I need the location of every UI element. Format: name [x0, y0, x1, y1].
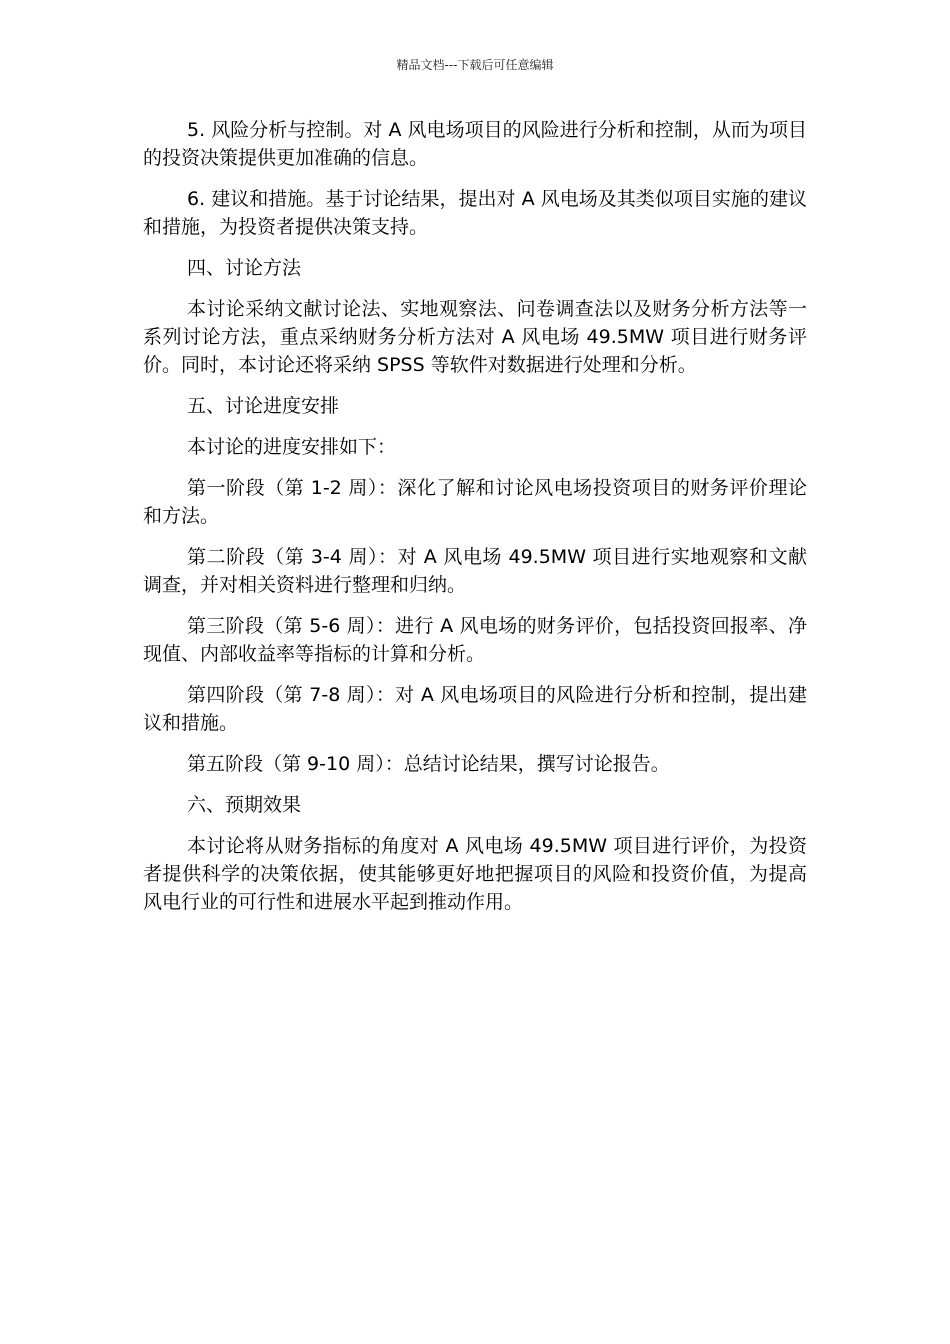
- paragraph-suggestions: 6. 建议和措施。基于讨论结果，提出对 A 风电场及其类似项目实施的建议和措施，为投资者提供决策支持。: [143, 188, 807, 238]
- heading-schedule: 五、讨论进度安排: [187, 395, 340, 417]
- paragraph-expected-results: 本讨论将从财务指标的角度对 A 风电场 49.5MW 项目进行评价，为投资者提供科学的决策依据，使其能够更好地把握项目的风险和投资价值，为提高风电行业的可行性和进展水平起到推动作用。: [143, 835, 807, 913]
- paragraph-phase-3: 第三阶段（第 5-6 周）：进行 A 风电场的财务评价，包括投资回报率、净现值、内部收益率等指标的计算和分析。: [143, 615, 807, 665]
- heading-methods: 四、讨论方法: [187, 257, 302, 279]
- paragraph-methods: 本讨论采纳文献讨论法、实地观察法、问卷调查法以及财务分析方法等一系列讨论方法，重点采纳财务分析方法对 A 风电场 49.5MW 项目进行财务评价。同时，本讨论还将采纳 SPSS 等软件对数据进行处理和分析。: [143, 298, 807, 376]
- paragraph-phase-5: 第五阶段（第 9-10 周）：总结讨论结果，撰写讨论报告。: [187, 753, 670, 775]
- document-body: [143, 116, 807, 929]
- paragraph-schedule-intro: 本讨论的进度安排如下：: [187, 436, 397, 458]
- paragraph-phase-4: 第四阶段（第 7-8 周）：对 A 风电场项目的风险进行分析和控制，提出建议和措施。: [143, 684, 807, 734]
- page-header: 精品文档---下载后可任意编辑: [396, 58, 554, 72]
- paragraph-phase-1: 第一阶段（第 1-2 周）：深化了解和讨论风电场投资项目的财务评价理论和方法。: [143, 477, 807, 527]
- paragraph-risk-analysis: 5. 风险分析与控制。对 A 风电场项目的风险进行分析和控制，从而为项目的投资决策提供更加准确的信息。: [143, 119, 807, 169]
- heading-expected-results: 六、预期效果: [187, 794, 302, 816]
- paragraph-phase-2: 第二阶段（第 3-4 周）：对 A 风电场 49.5MW 项目进行实地观察和文献调查，并对相关资料进行整理和归纳。: [143, 546, 807, 596]
